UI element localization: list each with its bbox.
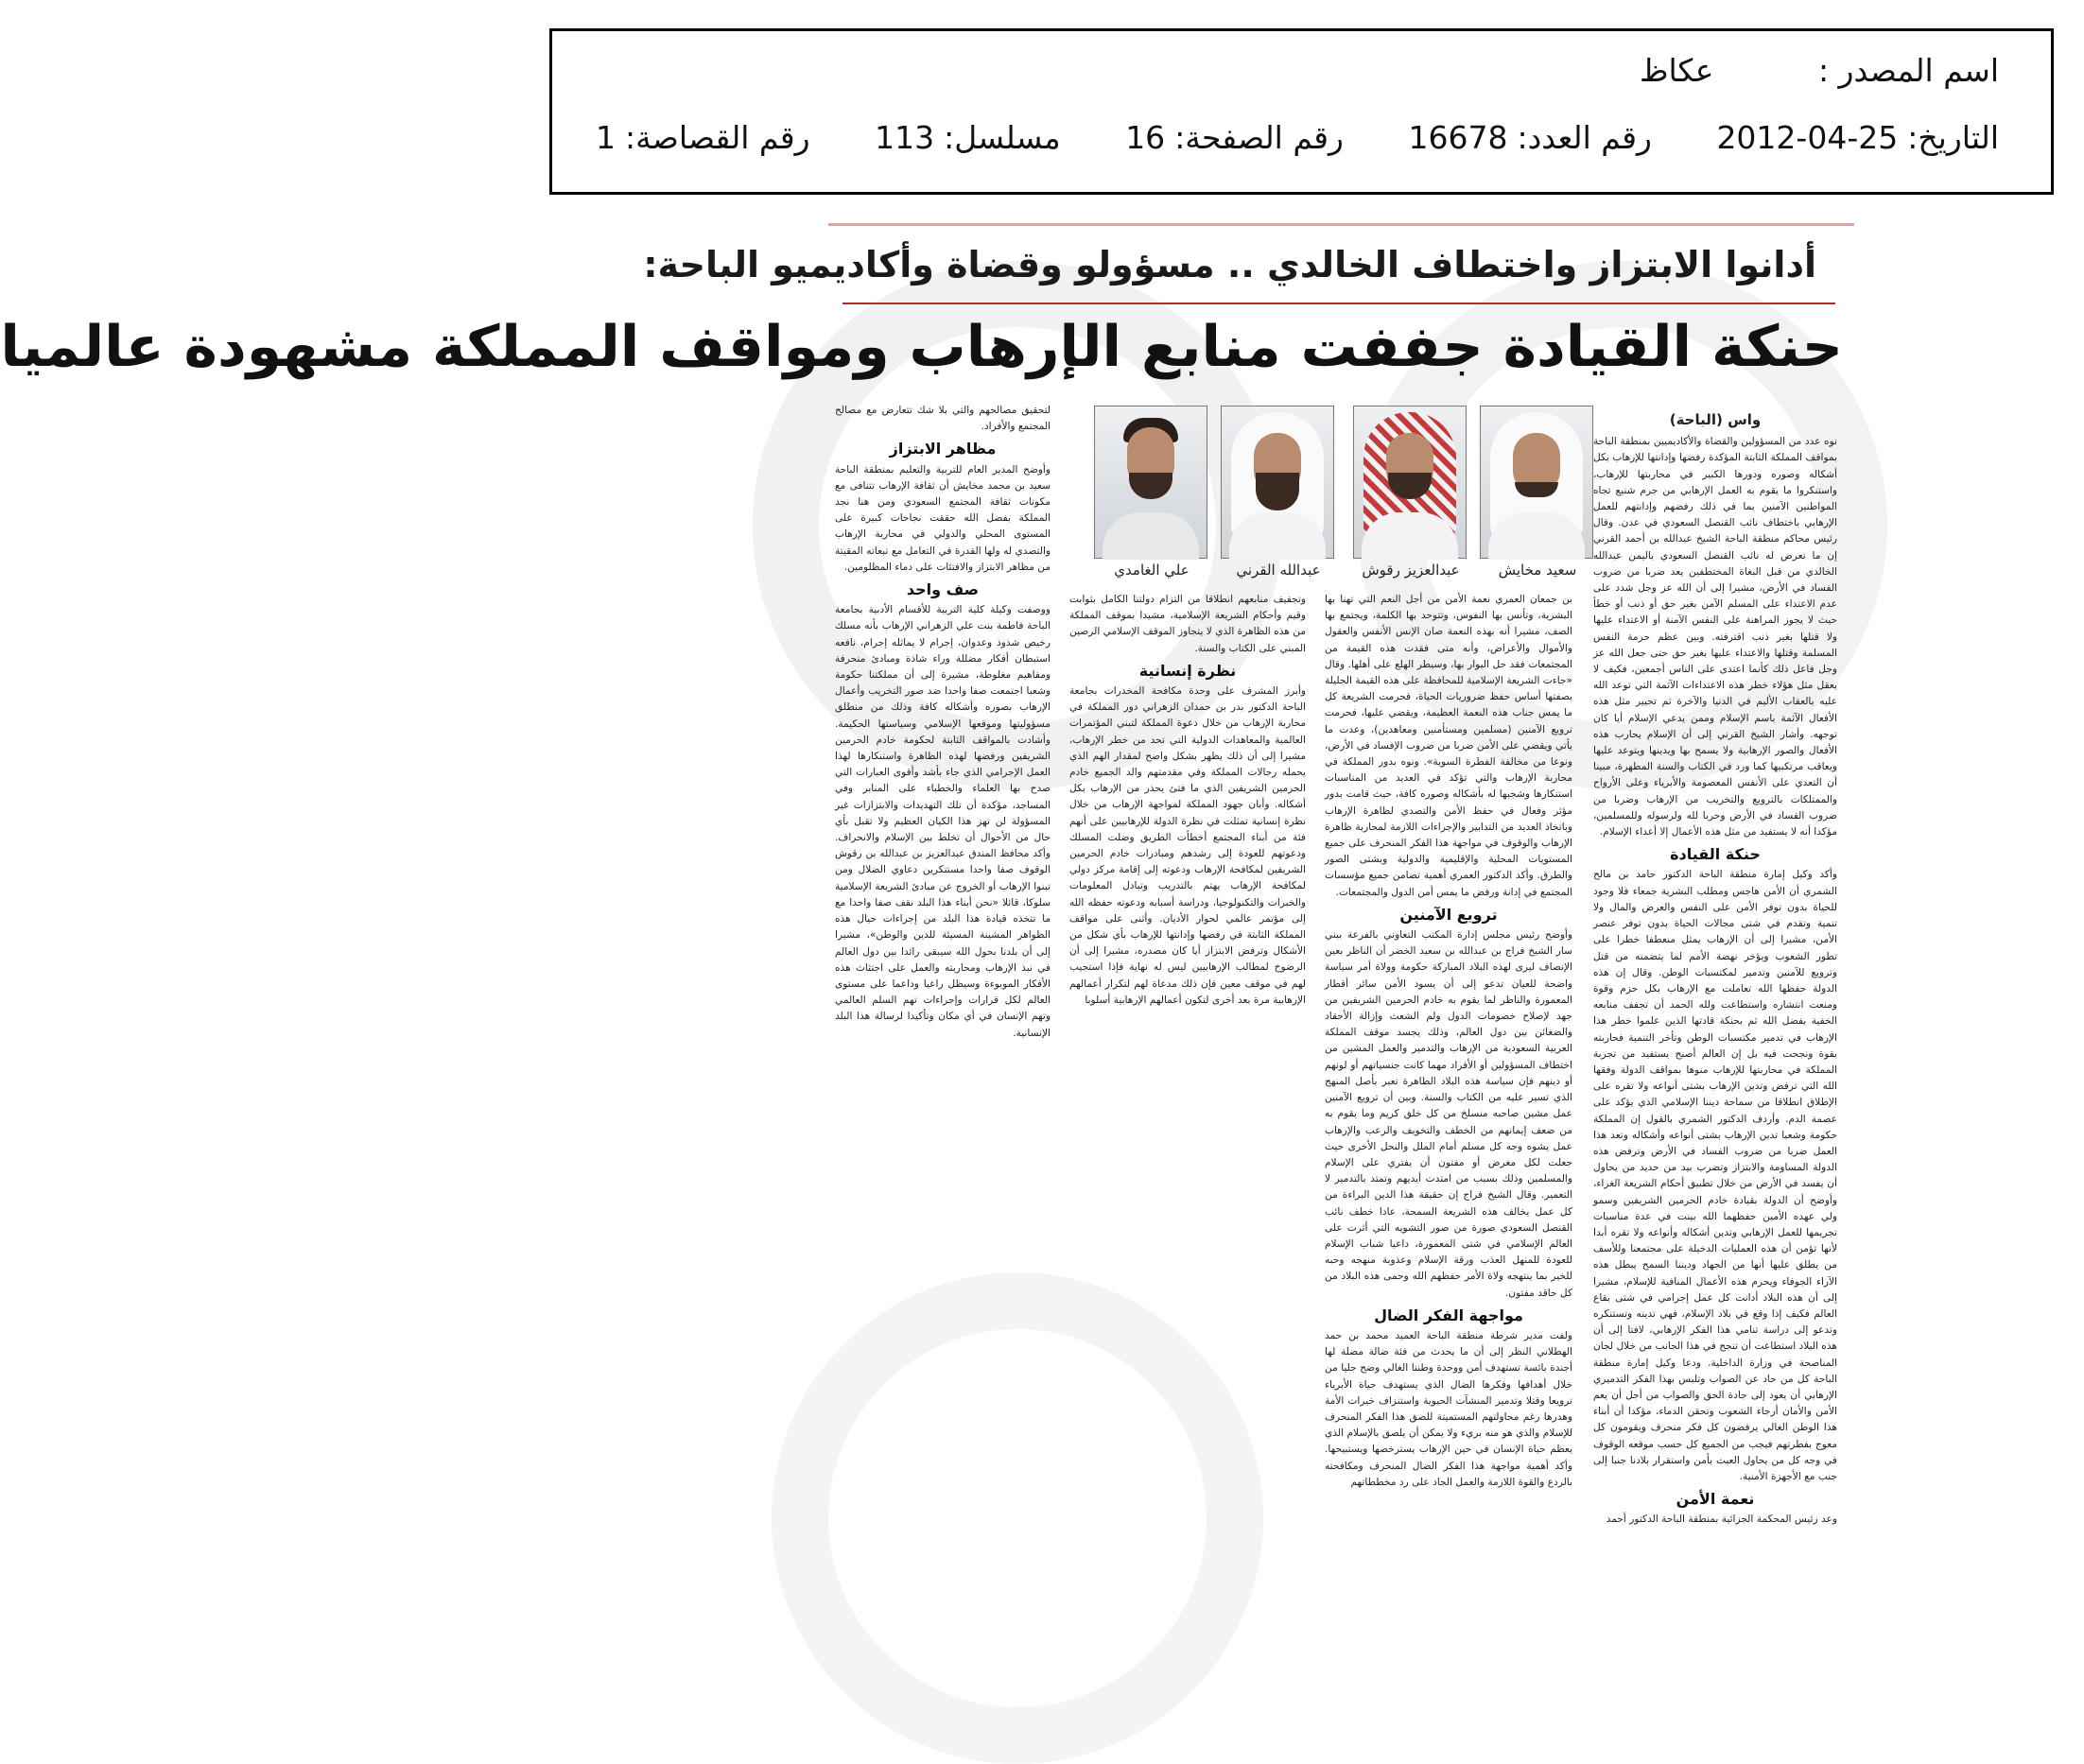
paragraph: وأوضح رئيس مجلس إدارة المكتب التعاوني بالفرعة ببني سار الشيخ فراج بن عبدالله بن سعيد الخضر أن الناظر بعين الإنصاف ليرى لهذه البلاد المباركة حكومة وولاة أمر سياسة واضحة للعيان تدعو إلى أن يسود الأمن سائر أقطار المعمورة والناظر لما يقوم به خادم الحرمين الشريفين من جهد لإصلاح خصومات الدول ولم الشعث وإزالة الأحقاد والضغائن بين دول العالم، وذلك يجسد موقف المملكة العربية السعودية من الإرهاب والتدمير والعمل المشين من اختطاف المسؤولين أو الأفراد مهما كانت جنسياتهم أو لونهم أو دينهم فإن سياسة هذه البلاد الطاهرة تعبر بأصل المنهج الذي تسير عليه من الكتاب والسنة. وبين أن ترويع الآمنين عمل مشين صاحبه منسلخ من كل خلق كريم وما يقوم به من ضعف إيمانهم من الخطف والتخويف والرعب والإرهاب عمل يشوه وجه كل مسلم أمام الملل والنحل الأخرى حيث جعلت لكل مغرض أو مفتون أن يفتري على الإسلام والمسلمين وذلك بسبب من امتدت أيديهم وتمتد بالتدمير لا التعمير. وقال الشيخ فراج إن حقيقة هذا الدين البراءة من كل عمل يخالف هذه الشريعة السمحة، عادا خطف نائب القنصل السعودي صورة من صور التشويه التي أثرت على العالم الإسلامي في شتى المعمورة، داعيا شباب الإسلام للعودة للمنهل العذب ورقة الإسلام وعذوبة منهجه وحبه للخير بما ينتهجه ولاة الأمر حفظهم الله وحمى هذه البلاد من كل حاقد مفتون. [1325,929,1572,1299]
newspaper-clipping [0,223,1854,1669]
photo-caption-3: عبدالله القرني [1236,562,1321,579]
photo-caption-4: علي الغامدي [1114,562,1190,579]
article-column-3 [1069,592,1306,1159]
portrait-photo-4 [1094,406,1207,559]
subheading: نظرة إنسانية [1138,661,1237,680]
paragraph: وتجفيف منابعهم انطلاقا من التزام دولتنا الكامل بثوابت وقيم وأحكام الشريعة الإسلامية، مشيدا بموقف المملكة من هذه الظاهرة الذي لا يتجاوز الموقف الإسلامي الرصين المبني على الكتاب والسنة. [1069,594,1306,654]
headline-divider [842,303,1835,304]
paragraph: وعد رئيس المحكمة الجزائية بمنطقة الباحة الدكتور أحمد [1606,1513,1837,1526]
paragraph: وأوضح المدير العام للتربية والتعليم بمنطقة الباحة سعيد بن محمد مخايش أن ثقافة الإرهاب تتنافى مع مكونات ثقافة المجتمع السعودي ومن هنا نجد المملكة بفضل الله حققت نجاحات كبيرة على المستوى المحلي والدولي في محاربة الإرهاب والتصدي له ولها القدرة في التعامل مع تبعاته المقيتة من مظاهر الابتزاز والافتئات على دماء المظلومين. [835,463,1051,573]
issue-field [1409,119,1652,156]
watermark-seal-bottom [772,1272,1263,1764]
paragraph: لتحقيق مصالحهم والتي بلا شك تتعارض مع مصالح المجتمع والأفراد. [835,405,1051,433]
article-column-2 [1325,592,1572,1669]
clip-value: 1 [596,119,616,156]
paragraph: بن جمعان العمري نعمة الأمن من أجل النعم التي تهنا بها البشرية، وتأنس بها النفوس، وتتوحد بها الكلمة، ويجتمع بها الصف، مشيرا أنه بهذه النعمة صان الإنس الأنفس والعقول والأموال والأعراض، وأنه متى فقدت هذه القيمة من المجتمعات فقد حل البوار بها، وسيطر الهلع على أهلها. وقال «جاءت الشريعة الإسلامية للمحافظة على هذه القيمة الجليلة بصفتها أساس حفظ ضروريات الحياة، فحرمت الشريعة كل ما يمس جناب هذه النعمة العظيمة، ويقضي عليها، فحرمت ترويع الآمنين (مسلمين ومستأمنين ومعاهدين)، وعدت ما يأتي ويقضي على الأمن ضربا من ضروب الإفساد في الأرض، ونوعا من مخالفة الفطرة السوية». ونوه بدور المملكة في محاربة الإرهاب والتي تؤكد في العديد من المناسبات استنكارها وشجبها له بأشكاله وصوره كافة، حيث قامت بدور مؤثر وفعال في حفظ الأمن والتصدي لظاهرة الإرهاب وباتخاذ العديد من التدابير والإجراءات اللازمة لمحاربة ظاهرة الإرهاب والوقوف في مواجهة هذا الفكر المنحرف على جميع المستويات المحلية والإقليمية والدولية وبشتى الصور والطرق. وأكد الدكتور العمري أهمية تضامن جميع مؤسسات المجتمع في إدانة ورفض ما يمس أمن الدول والمجتمعات. [1325,594,1572,898]
portrait-photo-1 [1480,406,1593,559]
subheading: صف واحد [906,580,980,599]
article-byline: واس (الباحة) [1669,411,1762,428]
source-line [1640,52,1999,89]
clipping-info-box [549,28,2054,195]
paragraph: نوه عدد من المسؤولين والقضاة والأكاديميين بمنطقة الباحة بمواقف المملكة الثابتة المؤكدة رفضها وإدانتها للإرهاب بكل أشكاله وصوره ودورها الكبير في محاربتها للإرهاب، واستنكروا ما يقوم به العمل الإرهابي من جرم شنيع تجاه المواطنين الآمنين بما في ذلك رفضهم وإدانتهم للعمل الإرهابي باختطاف نائب القنصل السعودي في عدن. وقال رئيس محاكم منطقة الباحة الشيخ عبدالله بن أحمد القرني إن ما تعرض له نائب القنصل السعودي باليمن عبدالله الخالدي من قبل البغاة المختطفين يعد ضربا من ضروب الفساد في الأرض، مشيرا إلى أن الله عز وجل شدد على عدم الاعتداء على المسلم الآمن بغير حق أو ذنب أو خطأ حيث لا يجوز المراهنة على النفس الآمنة أو الاعتداء عليها ولا قتلها بغير ذنب اقترفته. وبين عظم حرمة النفس المسلمة وقتلها والاعتداء عليها بغير حق حتى جعل الله عز وجل فاعل ذلك كأنما اعتدى على الناس أجمعين، فكيف لا يعقل مثل هؤلاء خطر هذه الاعتداءات الآثمة التي توعد الله عليه بالعقاب الأليم في الدنيا والآخرة ثم تجيير مثل هذه الأفعال الآثمة باسم الإسلام وممن يدعي الإسلام أيا كان توجهه. وأشار الشيخ القرني إلى أن الإسلام يحارب هذه الأفعال والصور الإرهابية ولا يسمح بها ويدينها ويتوعد عليها ويعاقب مرتكبيها كما ورد في الكتاب والسنة المطهرة، مبينا أن التعدي على الأنفس المعصومة والأبرياء وعلى الأرواح والممتلكات بالترويع والتخريب من الإرهاب وضربا من ضروب الفساد في الأرض وحربا لله ولرسوله وللمسلمين، مؤكدا أنه لا يستفيد من مثل هذه الأعمال إلا أعداء الإسلام. [1593,436,1837,839]
date-value: 2012-04-25 [1716,119,1899,156]
serial-label: مسلسل: [944,119,1061,156]
subheading: نعمة الأمن [1676,1490,1755,1509]
clip-field [596,119,810,156]
date-field [1716,119,1999,156]
date-label: التاريخ: [1907,119,1999,156]
meta-line [541,119,1999,156]
article-column-4 [835,403,1051,1039]
page-field [1125,119,1344,156]
subheading: مواجهة الفكر الضال [1374,1306,1523,1324]
page-label: رقم الصفحة: [1174,119,1344,156]
article-column-1 [1593,412,1837,1669]
photo-caption-2: عبدالعزيز رقوش [1362,562,1460,579]
article-kicker: أدانوا الابتزاز واختطاف الخالدي .. مسؤولو وقضاة وأكاديميو الباحة: [643,244,1816,285]
paragraph: وأبرز المشرف على وحدة مكافحة المخدرات بجامعة الباحة الدكتور بدر بن حمدان الزهراني دور المملكة في محاربة الإرهاب من خلال دعوة المملكة لتبني المؤتمرات العالمية والمعاهدات الدولية التي تحد من خطر الإرهاب، مشيرا إلى أن ذلك يظهر بشكل واضح لمقدار الهم الذي يحمله رجالات المملكة وفي مقدمتهم والد الجميع خادم الحرمين الشريفين الذي ما فتئ يحذر من الإرهاب بكل أشكاله. وأبان جهود المملكة لمواجهة الإرهاب من خلال نظرة إنسانية تمثلت في نظرة الدولة للإرهابيين على أنهم فئة من أبناء المجتمع أخطأت الطريق وضلت المسلك ودعوتهم للعودة إلى رشدهم ومبادرات خادم الحرمين الشريفين لمكافحة الإرهاب ودعوته إلى إقامة مركز دولي لمكافحة الإرهاب يهتم بالتدريب وتبادل المعلومات والخبرات والتكنولوجيا، ودراسة أسبابه ودعوته حفظه الله إلى مؤتمر عالمي لحوار الأديان. وأثنى على مواقف المملكة الثابتة في رفضها وإدانتها للإرهاب بأي شكل من الأشكال وترفض الابتزاز أيا كان مصدره، مشيرا إلى أن الرضوخ لمطالب الإرهابيين ليس له نهاية فإذا استجيب لهم في موقف معين فإن ذلك مدعاة لهم لتكرار أعمالهم الإرهابية مرة بعد أخرى لتكون أعمالهم الإرهابية أسلوبا [1069,685,1306,1006]
photo-caption-1: سعيد مخايش [1498,562,1577,579]
paragraph: ووصفت وكيلة كلية التربية للأقسام الأدبية بجامعة الباحة فاطمة بنت علي الزهراني الإرهاب بأنه مسلك رخيص شذوذ وعدوان، إجرام لا يماثله إجرام، نافعه استبطان أفكار مضللة وراء شاذة ومبادئ منحرفة ومفاهيم مغلوطة، مشيرة إلى أن مملكتنا حكومة وشعبا اجتمعت صفا واحدا ضد صور التخريب وأعمال الإرهاب بصوره وأشكاله كافة وذلك من منطلق مسؤوليتها وموقعها الإسلامي وسياستها الحكيمة. وأشادت بالمواقف الثابتة لحكومة خادم الحرمين الشريفين ورفضها لهذه الظاهرة واستنكارها لهذا العمل الإجرامي الذي جاء بأشد وأقوى العبارات التي صدح بها العلماء والخطباء على المنابر وفي المساجد، مؤكدة أن تلك التهديدات والابتزازات غير المسؤولة لن تهز هذا الكيان العظيم ولا تقبل بأي حال من الأحوال أن تخلط بين الإسلام والانحراف. وأكد محافظ المندق عبدالعزيز بن عبدالله بن رقوش الوقوف صفا واحدا مستنكرين دعاوي الضلال ومن تبنوا الإرهاب أو الخروج عن مبادئ الشريعة الإسلامية سلوكا، قائلا «نحن أبناء هذا البلد نقف صفا واحدا مع ما تتخذه قيادة هذا البلد من إجراءات حيال هذه الظواهر المشينة المسيئة للدين والوطن»، مشيرا إلى أن بلدنا بحول الله سيبقى رائدا بين دول العالم في نبذ الإرهاب ومحاربته والعمل على اجتثاث هذه الأفكار الموبوءة وسيظل راعيا وداعما على مستوى العالم لكل قرارات وإجراءات تهم السلم العالمي وتهم الإنسان في أي مكان وتأكيدا لرسالة هذا البلد الإنسانية. [835,604,1051,1039]
portrait-photo-3 [1221,406,1334,559]
subheading: مظاهر الابتزاز [889,440,997,458]
subheading: ترويع الآمنين [1399,905,1498,924]
article-headline: حنكة القيادة جففت منابع الإرهاب ومواقف المملكة مشهودة عالميا [0,314,1843,380]
portrait-photo-2 [1353,406,1467,559]
subheading: حنكة القيادة [1670,845,1761,864]
source-label: اسم المصدر : [1817,52,1999,89]
source-value: عكاظ [1639,52,1714,89]
page-value: 16 [1125,119,1166,156]
paragraph: وأكد وكيل إمارة منطقة الباحة الدكتور حامد بن مالح الشمري أن الأمن هاجس ومطلب البشرية جمعاء فلا وجود للحياة بدون توفر الأمن على النفس والعرض والمال ولا تنمية وتقدم في شتى مجالات الحياة بدون توفر عنصر الأمن، مشيرا إلى أن الإرهاب يمثل منعطفا خطرا على تطور الشعوب ويؤخر نهضة الأمم لما يتضمنه من قتل وترويع للآمنين وتدمير لمكتسبات الوطن. وقال إن هذه الدولة حفظها الله تعاملت مع الإرهاب بكل حزم وقوة ومنعت انتشاره واستطاعت ولله الحمد أن تجفف منابعه الخفية بفضل الله ثم بحنكة قادتها الذين علموا خطر هذا الإرهاب في تدمير مكتسبات الوطن وتأخر التنمية فحاربته بقوة ونجحت فيه بل إن العالم أصبح يستفيد من تجربة المملكة في محاربتها للإرهاب منوها بمواقف الدولة وفقها الله التي ترفض وتدين الإرهاب بشتى أنواعه ولا تقره على الإطلاق انطلاقا من سماحة ديننا الإسلامي الذي يؤكد على عصمة الدم. وأردف الدكتور الشمري بالقول إن المملكة حكومة وشعبا تدين الإرهاب بشتى أنواعه وأشكاله وتعد هذا العمل ضربا من ضروب الفساد في الأرض وترفض هذه الدولة المساومة والابتزاز وتضرب بيد من حديد من يحاول أن يفسد في الأرض من خلال تطبيق أحكام الشريعة الغراء، وأوضح أن الدولة بقيادة خادم الحرمين الشريفين وسمو ولي عهده الأمين حفظهما الله بينت في عدة مناسبات تجريمها للعمل الإرهابي وتدين أشكاله وأنواعه ولا تقره أبدا لأنها تؤمن أن هذه العمليات الدخيلة على مجتمعنا وللأسف من يطلق عليها أنها من الجهاد وديننا السمح يبطل هذه الآراء الجوفاء ويحرم هذه الأعمال المنافية للإسلام، مشيرا إلى أن هذه البلاد أدانت كل عمل إجرامي في شتى بقاع العالم فكيف إذا وقع في بلاد الإسلام، فهي تدينه وتستنكره وتدعو إلى دراسة تنامي هذا الفكر الإرهابي، لافتا إلى أن هذه البلاد استطاعت أن تنجح في هذا الجانب من خلال لجان المناصحة في وزارة الداخلية. ودعا وكيل إمارة منطقة الباحة كل من حاد عن الصواب وتلبس بهذا الفكر التدميري الإرهابي أن يعود إلى جادة الحق والصواب من أجل أن يعم الأمن والأمان أرجاء الشعوب وتحقن الدماء، مؤكدا أن أبناء هذا الوطن الغالي يرفضون كل فكر منحرف ويقومون كل معوج بفطرتهم فيجب من الجميع كل حسب موقعه الوقوف في وجه كل من يحاول العبث بأمن واستقرار بلادنا جنبا إلى جنب مع الأجهزة الأمنية. [1593,869,1837,1482]
issue-label: رقم العدد: [1517,119,1652,156]
paragraph: ولفت مدير شرطة منطقة الباحة العميد محمد بن حمد الهطلاني النظر إلى أن ما يحدث من فئة ضالة مضلة لها أجندة بائسة تستهدف أمن ووحدة وطننا الغالي وضح جليا من خلال أهدافها وفكرها الضال الذي يستهدف حياة الأبرياء ترويعا وقتلا وتدمير المنشآت الحيوية واستنزاف خيرات الأمة وهدرها رغم محاولتهم المستميتة للصق هذا الفكر المنحرف للإسلام والذي هو منه بريء ولا يمكن أن يلصق بالإسلام الذي يعظم حياة الإنسان في حين الإرهاب يسترخصها ويستبيحها. وأكد أهمية مواجهة هذا الفكر الضال المنحرف ومكافحته بالردع والقوة اللازمة والعمل الجاد على رد مخططاتهم [1325,1329,1572,1488]
clip-label: رقم القصاصة: [625,119,810,156]
issue-value: 16678 [1408,119,1508,156]
serial-field [875,119,1061,156]
serial-value: 113 [875,119,935,156]
top-rule [828,223,1854,226]
